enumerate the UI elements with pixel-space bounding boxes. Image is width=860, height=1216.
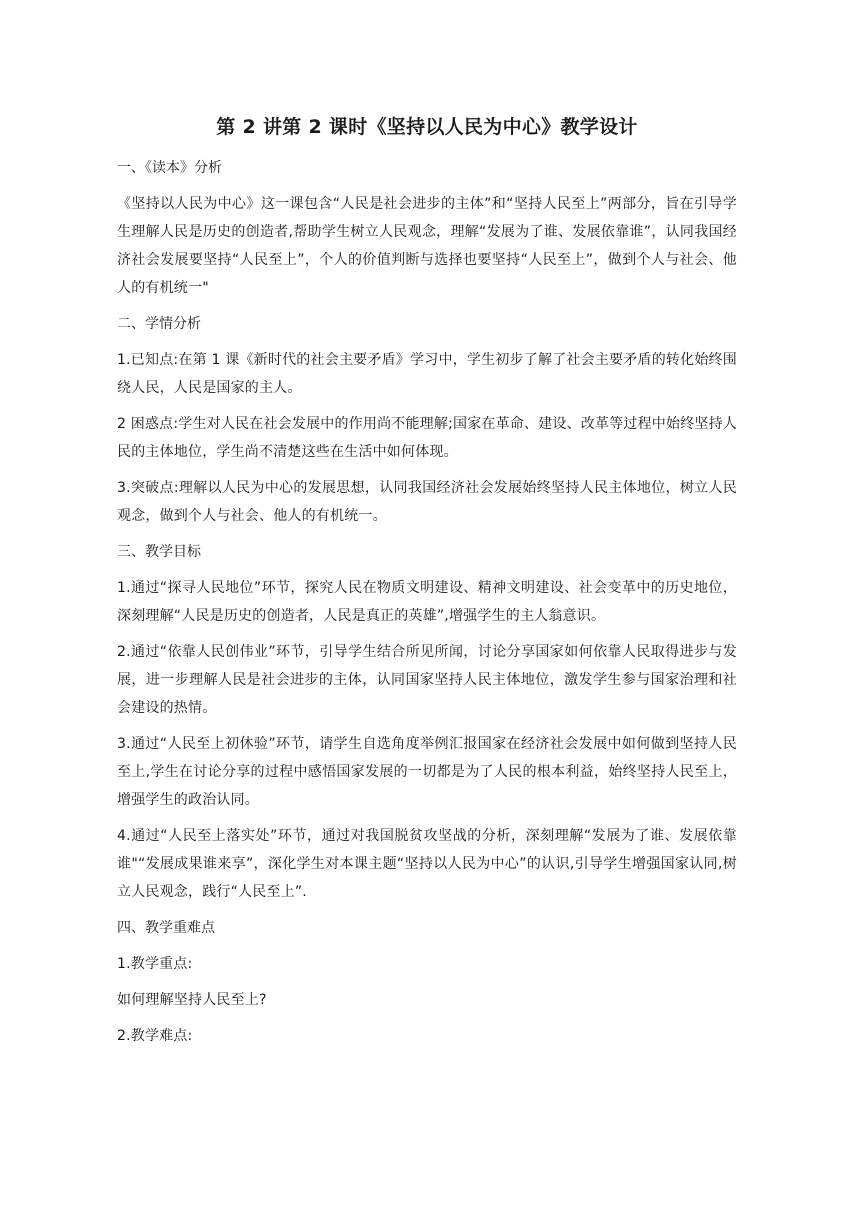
paragraph: 1.教学重点:	[117, 956, 193, 972]
paragraph: 2.通过“依靠人民创伟业”环节，引导学生结合所见所闻，讨论分享国家如何依靠人民取得进步与发展，进一步理解人民是社会进步的主体，认同国家坚持人民主体地位，激发学生参与国家治理和社会建设的热情。	[117, 644, 737, 716]
paragraph: 1.已知点:在第 1 课《新时代的社会主要矛盾》学习中，学生初步了解了社会主要矛盾的转化始终围绕人民，人民是国家的主人。	[117, 352, 737, 396]
paragraph: 如何理解坚持人民至上?	[117, 992, 267, 1008]
document-body	[117, 112, 737, 1058]
section-heading: 四、教学重难点	[117, 920, 215, 936]
paragraph: 4.通过“人民至上落实处”环节，通过对我国脱贫攻坚战的分析，深刻理解“发展为了谁、发展依靠谁"“发展成果谁来享”，深化学生对本课主题“坚持以人民为中心”的认识,引导学生增强国家认同,树立人民观念，践行“人民至上”.	[117, 828, 737, 900]
paragraph: 1.通过“探寻人民地位”环节，探究人民在物质文明建设、精神文明建设、社会变革中的历史地位，深刻理解“人民是历史的创造者，人民是真正的英雄”,增强学生的主人翁意识。	[117, 580, 737, 624]
section-textbook-analysis	[117, 154, 737, 302]
section-key-difficulties	[117, 914, 737, 1050]
document-title: 第 2 讲第 2 课时《坚持以人民为中心》教学设计	[216, 116, 638, 138]
paragraph: 3.通过“人民至上初休验”环节，请学生自选角度举例汇报国家在经济社会发展中如何做到坚持人民至上,学生在讨论分享的过程中感悟国家发展的一切都是为了人民的根本利益，始终坚持人民至上，增强学生的政治认同。	[117, 736, 737, 808]
paragraph: 《坚持以人民为中心》这一课包含“人民是社会进步的主体”和“坚持人民至上”两部分，旨在引导学生理解人民是历史的创造者,帮助学生树立人民观念，理解“发展为了谁、发展依靠谁”，认同我国经济社会发展要坚持“人民至上”，个人的价值判断与选择也要坚持“人民至上”，做到个人与社会、他人的有机统一"	[117, 196, 737, 296]
paragraph: 2 困惑点:学生对人民在社会发展中的作用尚不能理解;国家在革命、建设、改革等过程中始终坚持人民的主体地位，学生尚不清楚这些在生活中如何体现。	[117, 416, 737, 460]
section-heading: 一、《读本》分析	[117, 160, 222, 176]
paragraph: 2.教学难点:	[117, 1028, 193, 1044]
section-teaching-goals	[117, 538, 737, 906]
paragraph: 3.突破点:理解以人民为中心的发展思想，认同我国经济社会发展始终坚持人民主体地位，树立人民观念，做到个人与社会、他人的有机统一。	[117, 480, 737, 524]
section-student-analysis	[117, 310, 737, 530]
section-heading: 二、学情分析	[117, 316, 201, 332]
section-heading: 三、教学目标	[117, 544, 201, 560]
